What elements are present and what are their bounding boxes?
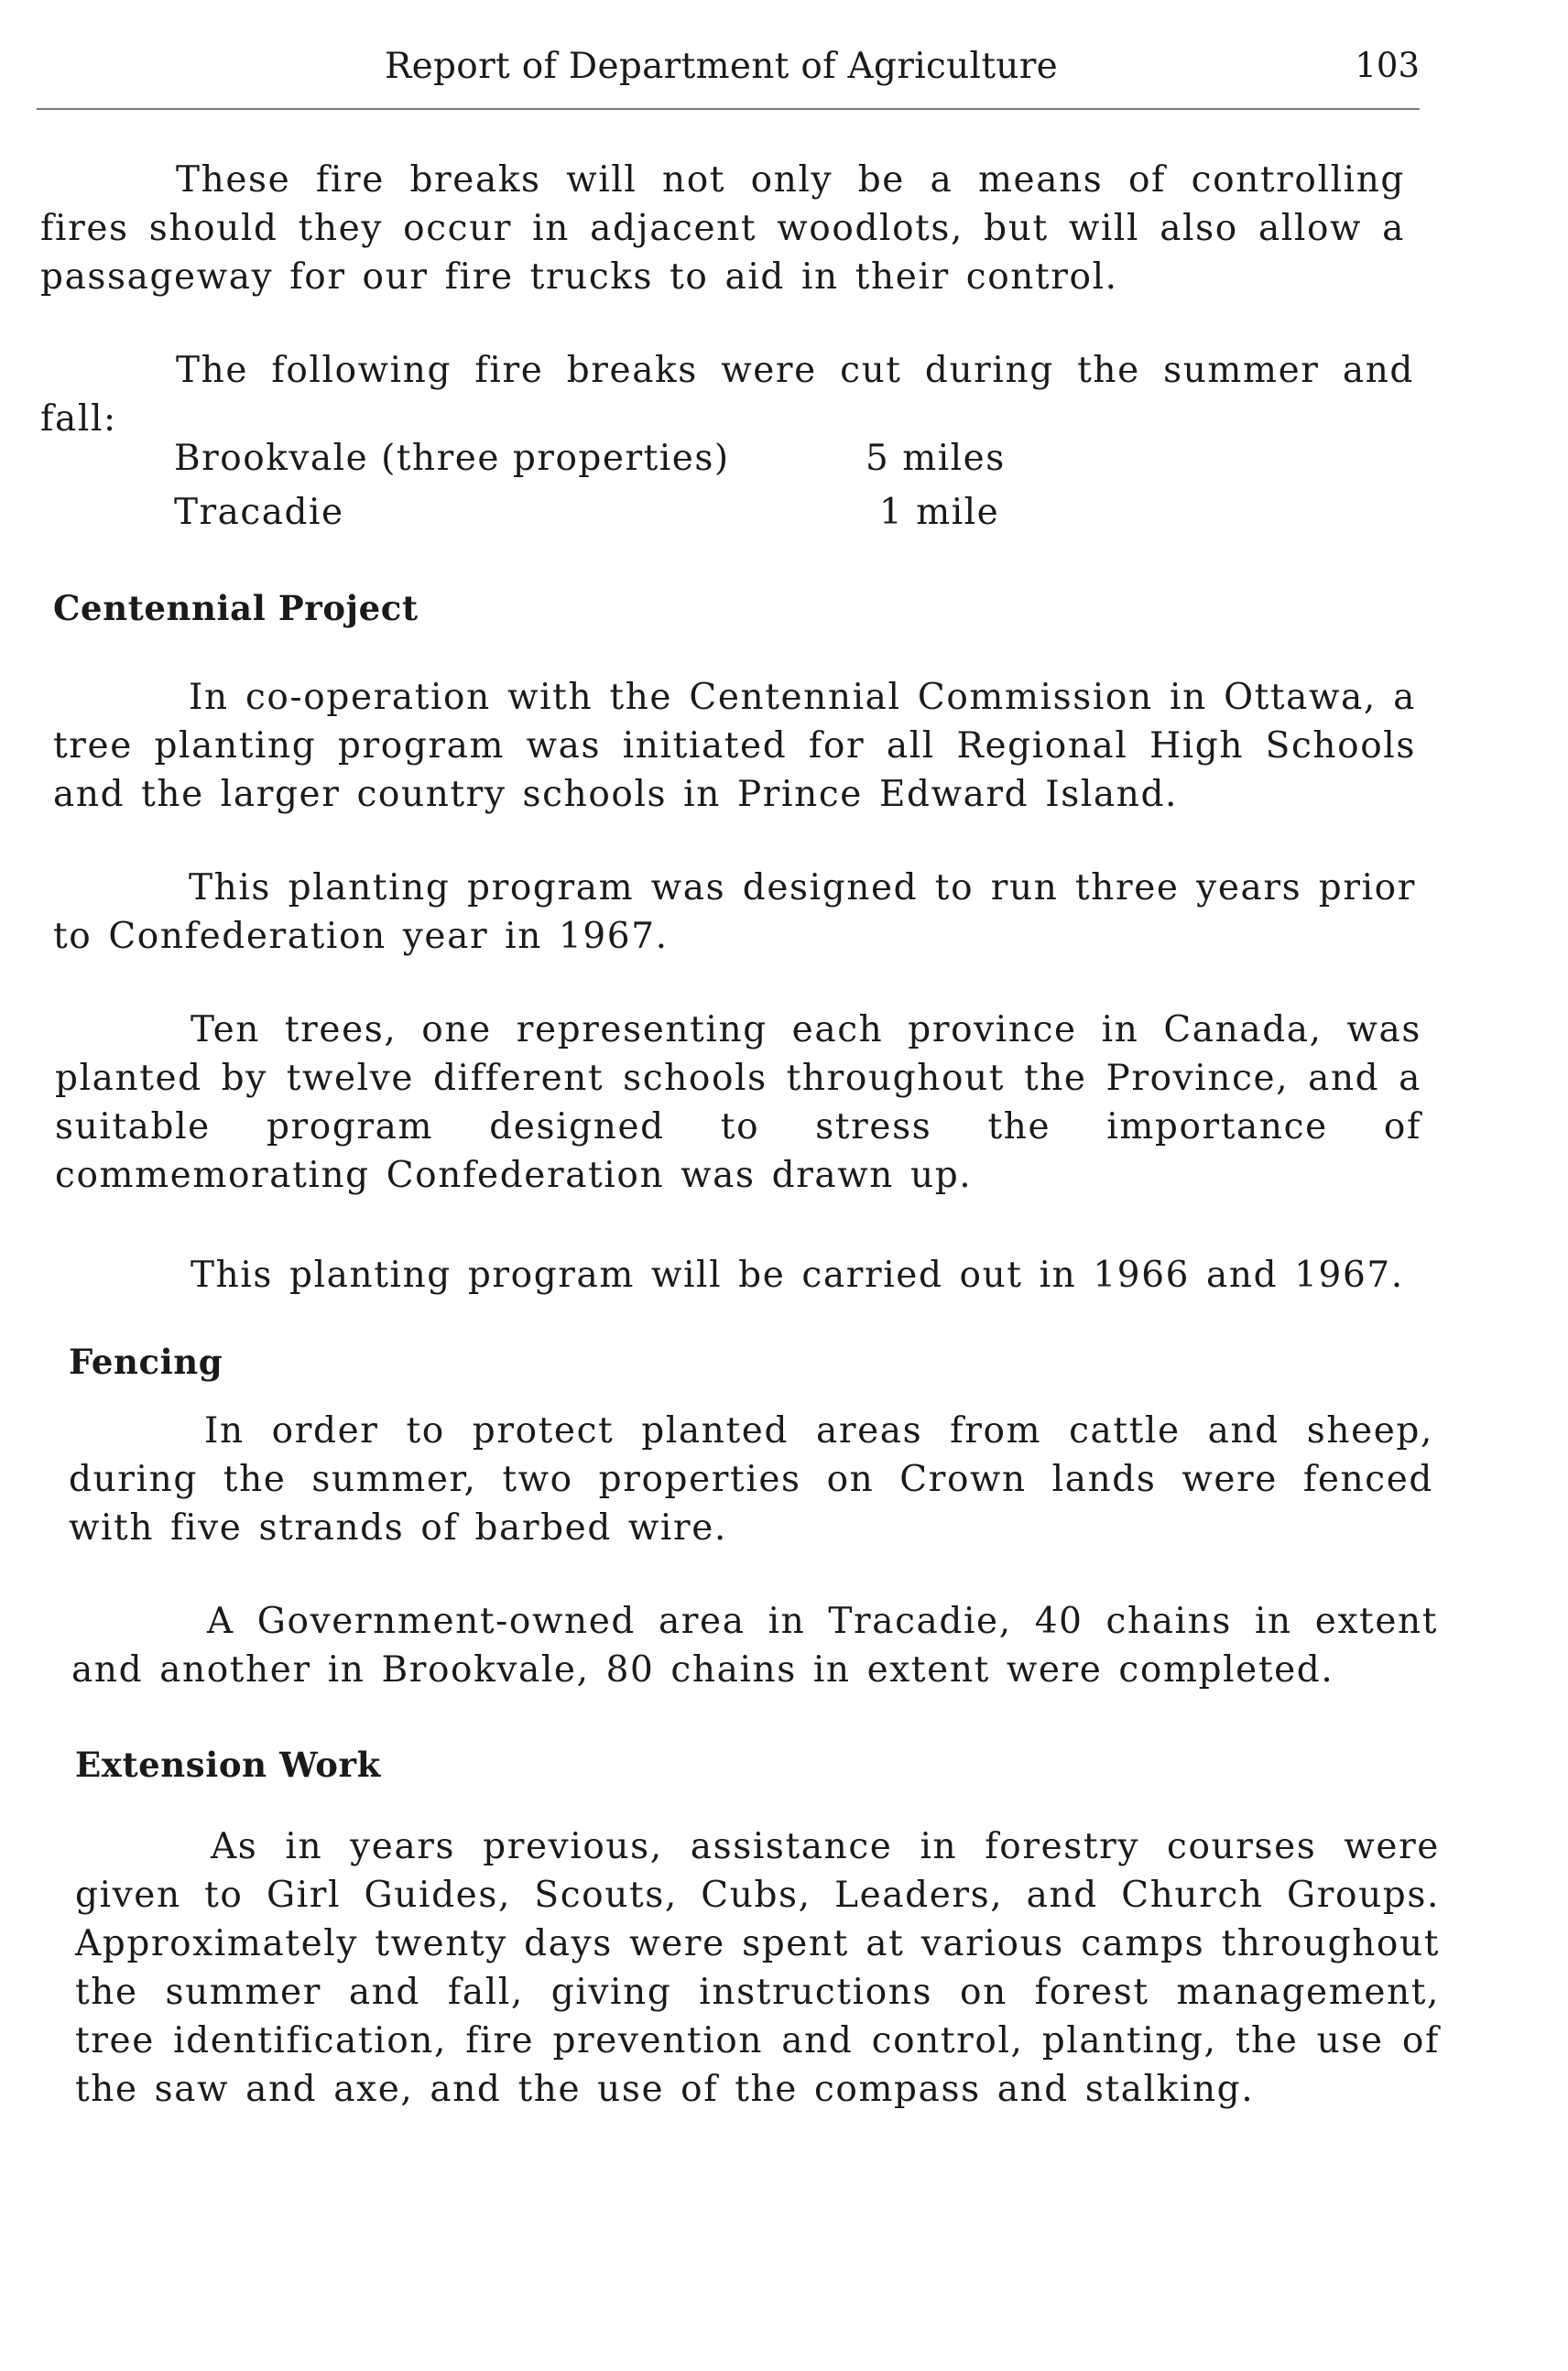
paragraph-centennial-4: This planting program will be carried out in 1966 and 1967. <box>191 1255 1404 1296</box>
paragraph-centennial-2: This planting program was designed to run three years prior to Confederation year in 1967. <box>53 867 1416 957</box>
paragraph-extension-1: As in years previous, assistance in forestry courses were given to Girl Guides, Scouts, Cubs, Leaders, and Church Groups. Approximately twenty days were spent at various camps throughout the summer and fall, giving instructions on forest management, tree identification, fire prevention and control, planting, the use of the saw and axe, and the use of the compass and stalking. <box>75 1826 1440 2110</box>
paragraph-centennial-3: Ten trees, one representing each province in Canada, was planted by twelve different schools throughout the Province, and a suitable program designed to stress the importance of commemorating Confederation was drawn up. <box>55 1009 1421 1196</box>
fire-break-distance: 5 miles <box>866 438 1006 479</box>
page-number: 103 <box>1355 46 1420 85</box>
section-heading-fencing: Fencing <box>69 1342 223 1382</box>
paragraph-fire-breaks-purpose: These fire breaks will not only be a means of controlling fires should they occur in adjacent woodlots, but will also allow a passageway for our fire trucks to aid in their control. <box>40 159 1405 298</box>
section-heading-extension: Extension Work <box>75 1745 381 1785</box>
fire-break-place: Brookvale (three properties) <box>174 438 730 479</box>
paragraph-centennial-1: In co-operation with the Centennial Commission in Ottawa, a tree planting program was initiated for all Regional High Schools and the larger country schools in Prince Edward Island. <box>53 677 1416 815</box>
fire-break-distance: 1 mile <box>879 492 1000 533</box>
running-head <box>37 46 1420 101</box>
fire-break-place: Tracadie <box>174 492 344 533</box>
header-rule <box>37 108 1420 110</box>
section-heading-centennial: Centennial Project <box>53 588 419 628</box>
paragraph-fencing-1: In order to protect planted areas from cattle and sheep, during the summer, two properties on Crown lands were fenced with five strands of barbed wire. <box>69 1410 1433 1549</box>
paragraph-fencing-2: A Government-owned area in Tracadie, 40 chains in extent and another in Brookvale, 80 chains in extent were completed. <box>71 1601 1438 1691</box>
fire-break-row <box>174 492 998 539</box>
paragraph-fire-breaks-list-intro: The following fire breaks were cut during the summer and fall: <box>40 350 1414 440</box>
fire-break-row <box>174 438 1006 485</box>
running-title: Report of Department of Agriculture <box>385 46 1059 87</box>
